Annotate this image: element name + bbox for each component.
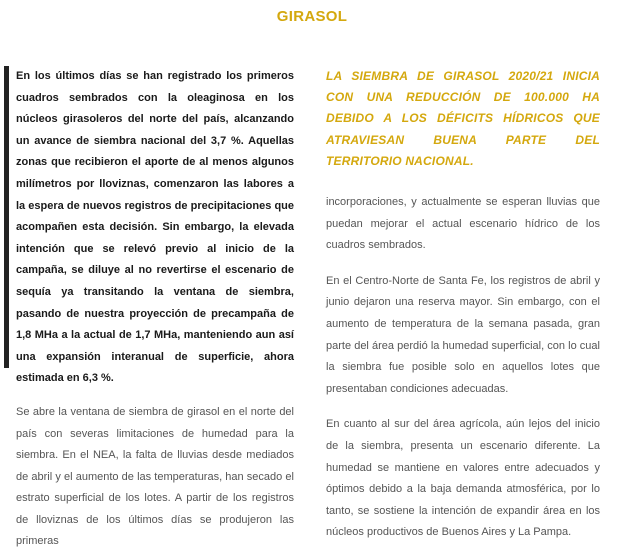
intro-accent-bar [4, 66, 9, 368]
right-column [326, 66, 600, 544]
body-paragraph: Se abre la ventana de siembra de girasol en el norte del país con severas limitaciones de humedad para la siembra. En el NEA, la falta de lluvias desde mediados de abril y el aumento de las temperaturas, han secado el estrato superficial de los lotes. A partir de los registros de lloviznas de los últimos días se produjeron las primeras [16, 405, 294, 548]
left-column [16, 66, 294, 553]
intro-paragraph: En los últimos días se han registrado los primeros cuadros sembrados con la oleaginosa en los núcleos girasoleros del norte del país, alcanzando un avance de siembra nacional del 3,7 %. Aquellas zonas que recibieron el aporte de al menos algunos milímetros por lloviznas, comenzaron las labores a la espera de nuevos registros de precipitaciones que acompañen esta decisión. Sin embargo, la elevada intención que se relevó previo al inicio de la campaña, se diluye al no revertirse el escenario de sequía ya transitando la ventana de siembra, pasando de nuestra proyección de precampaña de 1,8 MHa a la actual de 1,7 MHa, manteniendo aun así una expansión interanual de superficie, ahora estimada en 6,3 %. [16, 70, 294, 385]
page-title: GIRASOL [276, 8, 348, 25]
body-paragraph: En cuanto al sur del área agrícola, aún lejos del inicio de la siembra, presenta un escenario diferente. La humedad se mantiene en valores entre adecuados y óptimos debido a la baja demanda atmosférica, por lo tanto, se sostiene la intención de expandir área en los núcleos productivos de Buenos Aires y La Pampa. [326, 418, 600, 539]
highlight-quote: LA SIEMBRA DE GIRASOL 2020/21 INICIA CON UNA REDUCCIÓN DE 100.000 HA DEBIDO A LOS DÉFICITS HÍDRICOS QUE ATRAVIESAN BUENA PARTE DEL TERRITORIO NACIONAL. [326, 69, 600, 168]
body-paragraph: incorporaciones, y actualmente se esperan lluvias que puedan mejorar el actual escenario hídrico de los cuadros sembrados. [326, 196, 600, 252]
body-paragraph: En el Centro-Norte de Santa Fe, los registros de abril y junio dejaron una reserva mayor. Sin embargo, con el aumento de temperatura de la semana pasada, gran parte del área perdió la humedad superficial, con lo cual la siembra fue posible solo en aquellos lotes que presentaban condiciones adecuadas. [326, 274, 600, 395]
